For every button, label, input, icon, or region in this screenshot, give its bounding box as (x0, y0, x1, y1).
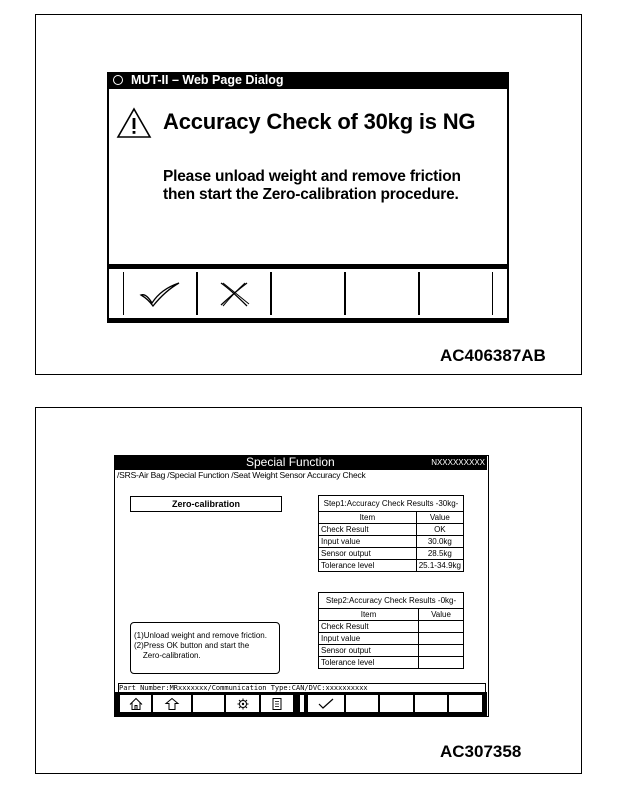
table-row (319, 645, 464, 657)
check-icon (139, 281, 181, 307)
table-title: Step1:Accuracy Check Results -30kg- (319, 496, 464, 512)
document-icon (271, 697, 283, 710)
row-item: Sensor output (319, 645, 419, 657)
empty-button[interactable] (380, 695, 413, 712)
gear-icon (236, 697, 250, 710)
dialog-message-line: then start the Zero-calibration procedure. (163, 186, 459, 203)
row-item: Input value (319, 536, 417, 548)
home-icon (129, 697, 143, 710)
back-icon (164, 697, 180, 710)
column-header-item: Item (319, 512, 417, 524)
row-value (419, 633, 464, 645)
table-row (319, 548, 464, 560)
app-icon (113, 75, 123, 85)
row-item: Sensor output (319, 548, 417, 560)
row-item: Check Result (319, 524, 417, 536)
row-value (419, 621, 464, 633)
home-button[interactable] (120, 695, 151, 712)
empty-button[interactable] (271, 272, 345, 315)
figure-panel-1 (35, 14, 582, 375)
instruction-line: (1)Unload weight and remove friction. (134, 631, 267, 640)
table-row (319, 536, 464, 548)
dialog-message-line: Please unload weight and remove friction (163, 168, 461, 185)
row-value (419, 657, 464, 669)
zero-calibration-label: Zero-calibration (130, 496, 282, 512)
screen-toolbar (115, 692, 487, 716)
dialog-title-bar (107, 72, 509, 89)
cancel-icon (217, 280, 251, 308)
row-item: Tolerance level (319, 560, 417, 572)
instruction-line: Zero-calibration. (134, 651, 201, 660)
dialog-heading: Accuracy Check of 30kg is NG (163, 109, 476, 134)
empty-button[interactable] (346, 695, 378, 712)
document-button[interactable] (261, 695, 293, 712)
table-row (319, 560, 464, 572)
empty-button[interactable] (449, 695, 482, 712)
table-row (319, 621, 464, 633)
dialog-body (109, 89, 507, 264)
instructions-box (130, 622, 280, 674)
check-icon (318, 698, 334, 710)
ok-button[interactable] (123, 272, 197, 315)
empty-button[interactable] (193, 695, 224, 712)
settings-button[interactable] (226, 695, 259, 712)
instruction-line: (2)Press OK button and start the (134, 641, 250, 650)
special-function-screen (114, 455, 489, 717)
dialog-message (163, 168, 461, 204)
dialog-title: MUT-II – Web Page Dialog (131, 73, 284, 87)
column-header-value: Value (416, 512, 463, 524)
cancel-button[interactable] (197, 272, 271, 315)
step1-results-table (318, 495, 464, 572)
web-page-dialog (107, 72, 509, 323)
figure-id: AC307358 (440, 742, 522, 761)
breadcrumb[interactable]: /SRS-Air Bag /Special Function /Seat Weight Sensor Accuracy Check (117, 470, 366, 480)
row-item: Input value (319, 633, 419, 645)
row-value: 28.5kg (416, 548, 463, 560)
column-header-item: Item (319, 609, 419, 621)
step2-results-table (318, 592, 464, 669)
row-value: 25.1-34.9kg (416, 560, 463, 572)
back-button[interactable] (153, 695, 191, 712)
status-line: Part Number:MRxxxxxxx/Communication Type:CAN/DVC:xxxxxxxxxx (118, 683, 486, 694)
screen-title-bar (115, 456, 487, 470)
dialog-button-bar (109, 268, 507, 318)
table-row (319, 657, 464, 669)
figure-id: AC406387AB (440, 346, 546, 365)
row-value (419, 645, 464, 657)
ok-button[interactable] (308, 695, 344, 712)
screen-code: NXXXXXXXXX (431, 458, 485, 467)
empty-button[interactable] (415, 695, 447, 712)
row-value: OK (416, 524, 463, 536)
toolbar-divider (300, 695, 304, 712)
row-value: 30.0kg (416, 536, 463, 548)
table-title: Step2:Accuracy Check Results -0kg- (319, 593, 464, 609)
row-item: Check Result (319, 621, 419, 633)
empty-button[interactable] (419, 272, 493, 315)
row-item: Tolerance level (319, 657, 419, 669)
screen-title: Special Function (246, 455, 335, 469)
column-header-value: Value (419, 609, 464, 621)
table-row (319, 633, 464, 645)
table-row (319, 524, 464, 536)
empty-button[interactable] (345, 272, 419, 315)
warning-icon (116, 107, 152, 139)
